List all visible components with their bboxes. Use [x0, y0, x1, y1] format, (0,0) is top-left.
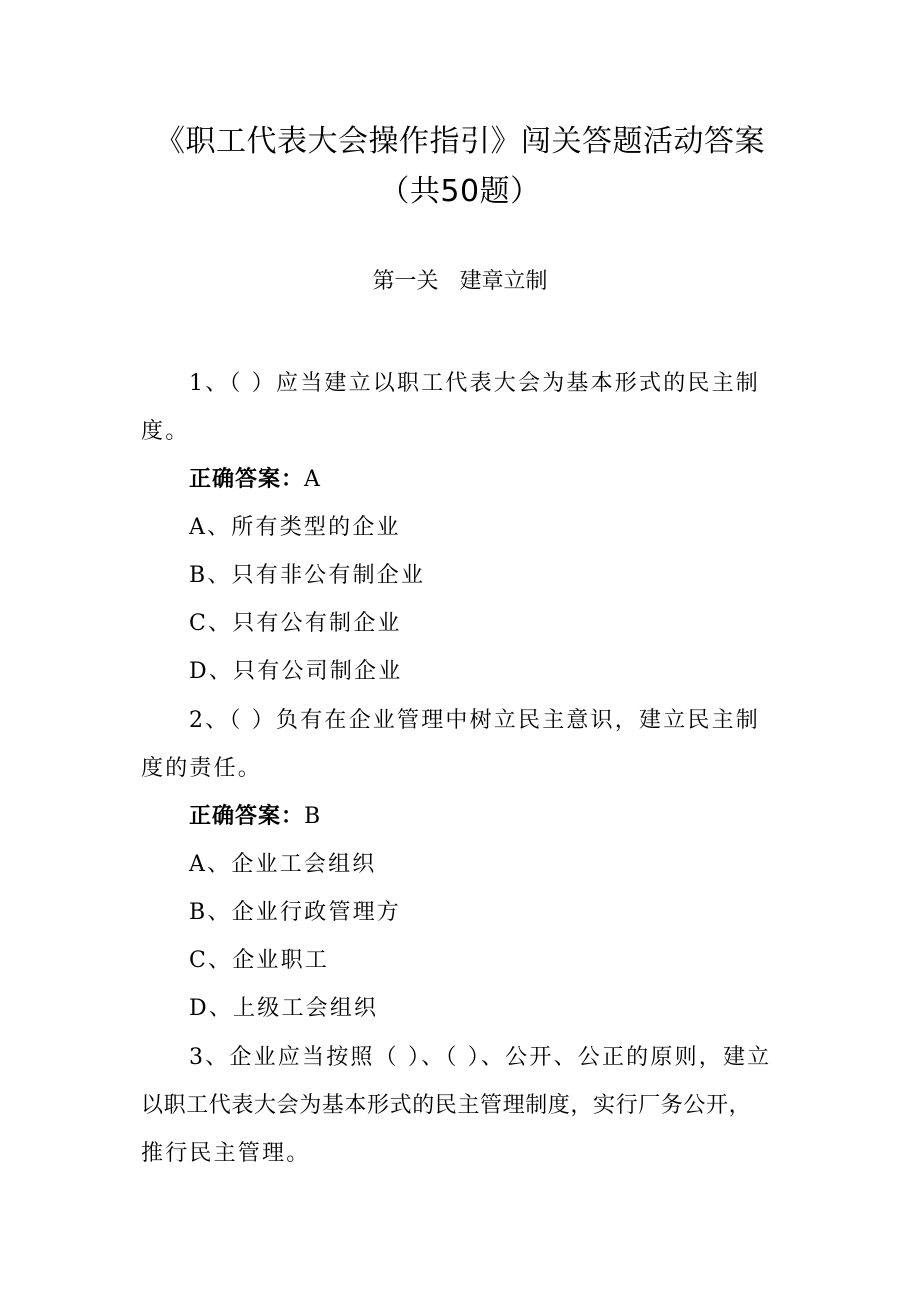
question-2-option-d: D、上级工会组织 — [189, 996, 379, 1021]
question-1-stem-line1: 1、（ ）应当建立以职工代表大会为基本形式的民主制 — [189, 371, 760, 396]
answer-label: 正确答案： — [189, 804, 305, 829]
answer-label: 正确答案： — [189, 467, 305, 492]
question-1-option-b: B、只有非公有制企业 — [189, 563, 426, 588]
question-1-option-d: D、只有公司制企业 — [189, 659, 403, 684]
question-2-option-c: C、企业职工 — [189, 948, 330, 973]
section-title: 第一关 建章立制 — [372, 269, 548, 294]
document-title-line2: （共50题） — [379, 174, 541, 209]
question-2-answer — [189, 799, 829, 830]
answer-value: B — [304, 804, 323, 829]
question-1-option-c: C、只有公有制企业 — [189, 611, 402, 636]
question-2-stem-line1: 2、（ ）负有在企业管理中树立民主意识，建立民主制 — [189, 708, 760, 733]
question-3-stem-line1: 3、企业应当按照（ ）、（ ）、公开、公正的原则，建立 — [189, 1045, 772, 1070]
question-1-answer — [189, 462, 829, 493]
document-title-line1: 《职工代表大会操作指引》闯关答题活动答案 — [155, 124, 765, 159]
question-2-option-b: B、企业行政管理方 — [189, 900, 401, 925]
question-3-stem-line2: 以职工代表大会为基本形式的民主管理制度，实行厂务公开， — [141, 1093, 752, 1118]
question-3-stem-line3: 推行民主管理。 — [141, 1141, 311, 1166]
question-2-option-a: A、企业工会组织 — [189, 852, 377, 877]
question-1-option-a: A、所有类型的企业 — [189, 515, 401, 540]
question-1-stem-line2: 度。 — [141, 419, 190, 444]
answer-value: A — [304, 467, 323, 492]
question-2-stem-line2: 度的责任。 — [141, 756, 263, 781]
